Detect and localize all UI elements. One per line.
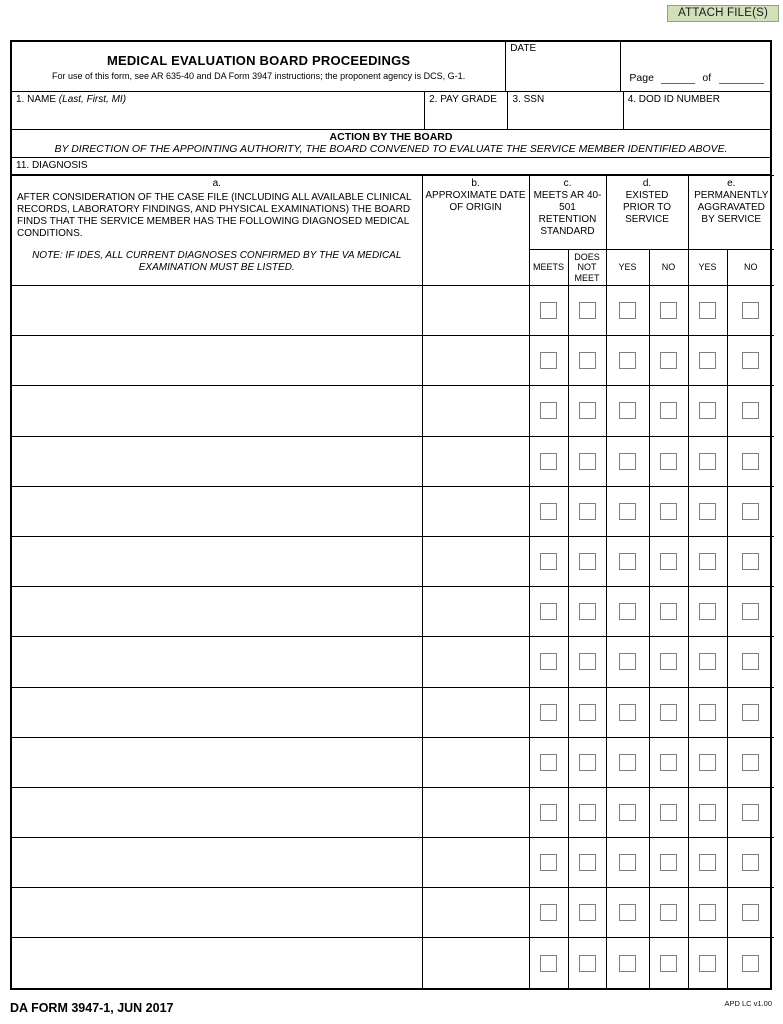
checkbox-aggravated-no[interactable] [742,553,759,570]
column-a-text: AFTER CONSIDERATION OF THE CASE FILE (INCLUDING ALL AVAILABLE CLINICAL RECORDS, LABORATORY FINDINGS, AND PHYSICAL EXAMINATIONS) THE BOARD FINDS THAT THE SERVICE MEMBER HAS THE FOLLOWING DIAGNOSED MEDICAL CONDITIONS. [17,192,412,239]
table-row [12,536,774,586]
table-row [12,838,774,888]
checkbox-epts-no[interactable] [660,904,677,921]
checkbox-epts-yes[interactable] [619,804,636,821]
checkbox-does-not-meet[interactable] [579,503,596,520]
diagnosis-table [12,175,774,988]
checkbox-epts-no[interactable] [660,704,677,721]
checkbox-does-not-meet[interactable] [579,955,596,972]
form-header-row [12,42,770,92]
column-e-letter: e. [727,178,736,189]
dod-id-label: 4. DOD ID NUMBER [627,94,720,105]
checkbox-epts-yes[interactable] [619,653,636,670]
checkbox-meets[interactable] [540,302,557,319]
table-row [12,386,774,436]
checkbox-meets[interactable] [540,904,557,921]
form-title: MEDICAL EVALUATION BOARD PROCEEDINGS [106,52,411,68]
table-row [12,938,774,988]
date-of-origin-cell[interactable] [422,286,529,336]
checkbox-epts-no[interactable] [660,955,677,972]
diagnosis-cell[interactable] [12,637,422,687]
table-row [12,587,774,637]
pay-grade-field[interactable] [425,92,508,129]
checkbox-does-not-meet[interactable] [579,704,596,721]
checkbox-epts-yes[interactable] [619,503,636,520]
diagnosis-table-body [12,286,774,989]
checkbox-aggravated-yes[interactable] [699,503,716,520]
diagnosis-section-label: 11. DIAGNOSIS [12,158,770,175]
checkbox-epts-no[interactable] [660,603,677,620]
checkbox-aggravated-yes[interactable] [699,904,716,921]
date-of-origin-cell[interactable] [422,336,529,386]
meb-form [10,40,772,990]
checkbox-epts-yes[interactable] [619,904,636,921]
checkbox-epts-no[interactable] [660,352,677,369]
checkbox-does-not-meet[interactable] [579,904,596,921]
checkbox-aggravated-no[interactable] [742,603,759,620]
checkbox-epts-yes[interactable] [619,603,636,620]
date-of-origin-cell[interactable] [422,486,529,536]
of-label: of [702,72,712,84]
date-of-origin-cell[interactable] [422,386,529,436]
checkbox-does-not-meet[interactable] [579,402,596,419]
checkbox-epts-yes[interactable] [619,754,636,771]
checkbox-aggravated-no[interactable] [742,453,759,470]
checkbox-epts-no[interactable] [660,854,677,871]
checkbox-aggravated-no[interactable] [742,503,759,520]
column-e-text: PERMANENTLY AGGRAVATED BY SERVICE [694,190,769,225]
checkbox-aggravated-yes[interactable] [699,804,716,821]
date-of-origin-cell[interactable] [422,938,529,988]
page-number-field[interactable] [661,73,695,84]
diagnosis-cell[interactable] [12,386,422,436]
checkbox-epts-yes[interactable] [619,402,636,419]
table-row [12,637,774,687]
checkbox-aggravated-yes[interactable] [699,603,716,620]
column-c-text: MEETS AR 40-501 RETENTION STANDARD [533,190,602,237]
epts-no-subheader: NO [649,250,688,286]
diagnosis-cell[interactable] [12,436,422,486]
checkbox-aggravated-no[interactable] [742,754,759,771]
checkbox-epts-no[interactable] [660,503,677,520]
checkbox-aggravated-no[interactable] [742,402,759,419]
column-c-letter: c. [563,178,572,189]
column-e-header [688,176,774,250]
checkbox-aggravated-no[interactable] [742,302,759,319]
date-of-origin-cell[interactable] [422,888,529,938]
dod-id-field[interactable] [624,92,770,129]
checkbox-aggravated-yes[interactable] [699,453,716,470]
diagnosis-cell[interactable] [12,687,422,737]
column-d-header [606,176,688,250]
diagnosis-cell[interactable] [12,536,422,586]
diagnosis-cell[interactable] [12,938,422,988]
column-d-letter: d. [642,178,652,189]
column-a-letter: a. [212,178,221,189]
date-of-origin-cell[interactable] [422,436,529,486]
form-subtitle: For use of this form, see AR 635-40 and DA Form 3947 instructions; the proponent agency is DCS, G-1. [51,70,466,81]
checkbox-epts-yes[interactable] [619,704,636,721]
checkbox-epts-no[interactable] [660,804,677,821]
checkbox-epts-yes[interactable] [619,453,636,470]
table-row [12,888,774,938]
table-row [12,286,774,336]
checkbox-does-not-meet[interactable] [579,603,596,620]
checkbox-does-not-meet[interactable] [579,453,596,470]
checkbox-aggravated-yes[interactable] [699,302,716,319]
column-b-text: APPROXIMATE DATE OF ORIGIN [425,190,526,213]
checkbox-aggravated-no[interactable] [742,955,759,972]
table-row [12,737,774,787]
checkbox-epts-yes[interactable] [619,352,636,369]
date-of-origin-cell[interactable] [422,536,529,586]
table-row [12,787,774,837]
column-b-header [422,176,529,286]
table-row [12,436,774,486]
form-number: DA FORM 3947-1, JUN 2017 [10,1001,174,1015]
checkbox-aggravated-no[interactable] [742,904,759,921]
identity-fields-row [12,92,770,130]
diagnosis-cell[interactable] [12,336,422,386]
checkbox-epts-no[interactable] [660,754,677,771]
checkbox-epts-no[interactable] [660,302,677,319]
date-field[interactable] [506,42,621,91]
checkbox-epts-yes[interactable] [619,955,636,972]
diagnosis-cell[interactable] [12,486,422,536]
date-of-origin-cell[interactable] [422,587,529,637]
column-a-header [12,176,422,286]
column-b-letter: b. [471,178,480,189]
diagnosis-cell[interactable] [12,838,422,888]
checkbox-meets[interactable] [540,704,557,721]
checkbox-meets[interactable] [540,603,557,620]
checkbox-aggravated-yes[interactable] [699,402,716,419]
table-row [12,687,774,737]
form-title-block [12,42,506,91]
column-a-note: NOTE: IF IDES, ALL CURRENT DIAGNOSES CONFIRMED BY THE VA MEDICAL EXAMINATION MUST BE LISTED. [32,250,402,273]
table-row [12,486,774,536]
checkbox-aggravated-no[interactable] [742,704,759,721]
checkbox-meets[interactable] [540,854,557,871]
checkbox-epts-no[interactable] [660,453,677,470]
checkbox-aggravated-yes[interactable] [699,704,716,721]
meets-subheader: MEETS [529,250,568,286]
checkbox-epts-yes[interactable] [619,553,636,570]
column-d-text: EXISTED PRIOR TO SERVICE [623,190,671,225]
checkbox-meets[interactable] [540,402,557,419]
pay-grade-label: 2. PAY GRADE [429,94,497,105]
checkbox-meets[interactable] [540,453,557,470]
checkbox-meets[interactable] [540,804,557,821]
checkbox-meets[interactable] [540,754,557,771]
checkbox-meets[interactable] [540,955,557,972]
checkbox-meets[interactable] [540,653,557,670]
checkbox-does-not-meet[interactable] [579,854,596,871]
form-footer [10,999,772,1015]
table-row [12,336,774,386]
checkbox-aggravated-no[interactable] [742,804,759,821]
diagnosis-cell[interactable] [12,737,422,787]
checkbox-aggravated-yes[interactable] [699,854,716,871]
checkbox-epts-yes[interactable] [619,854,636,871]
checkbox-aggravated-no[interactable] [742,653,759,670]
date-label: DATE [510,43,537,54]
table-header-main-row [12,176,774,250]
ssn-field[interactable] [508,92,623,129]
checkbox-does-not-meet[interactable] [579,352,596,369]
diagnosis-cell[interactable] [12,587,422,637]
date-of-origin-cell[interactable] [422,737,529,787]
ssn-label: 3. SSN [512,94,545,105]
checkbox-aggravated-yes[interactable] [699,352,716,369]
page-label: Page [629,72,654,84]
diagnosis-cell[interactable] [12,888,422,938]
date-of-origin-cell[interactable] [422,838,529,888]
checkbox-aggravated-yes[interactable] [699,754,716,771]
checkbox-meets[interactable] [540,553,557,570]
checkbox-does-not-meet[interactable] [579,653,596,670]
page-total-field[interactable] [719,73,764,84]
name-label: 1. NAME [16,94,59,105]
checkbox-meets[interactable] [540,503,557,520]
aggravated-yes-subheader: YES [688,250,727,286]
form-version: APD LC v1.00 [724,999,772,1008]
epts-yes-subheader: YES [606,250,649,286]
checkbox-aggravated-no[interactable] [742,854,759,871]
diagnosis-cell[interactable] [12,286,422,336]
checkbox-meets[interactable] [540,352,557,369]
checkbox-aggravated-yes[interactable] [699,553,716,570]
checkbox-epts-no[interactable] [660,553,677,570]
checkbox-aggravated-yes[interactable] [699,653,716,670]
date-of-origin-cell[interactable] [422,637,529,687]
name-label-hint: (Last, First, MI) [58,94,127,105]
action-title: ACTION BY THE BOARD [329,131,453,143]
diagnosis-cell[interactable] [12,787,422,837]
checkbox-aggravated-no[interactable] [742,352,759,369]
checkbox-does-not-meet[interactable] [579,302,596,319]
checkbox-aggravated-yes[interactable] [699,955,716,972]
action-by-board-section [12,130,770,158]
checkbox-does-not-meet[interactable] [579,804,596,821]
page-block [621,42,770,91]
column-c-header [529,176,606,250]
checkbox-does-not-meet[interactable] [579,553,596,570]
action-body: BY DIRECTION OF THE APPOINTING AUTHORITY, THE BOARD CONVENED TO EVALUATE THE SERVICE MEMBER IDENTIFIED ABOVE. [54,143,728,155]
attach-files-button[interactable]: ATTACH FILE(S) [667,5,779,22]
checkbox-epts-no[interactable] [660,653,677,670]
aggravated-no-subheader: NO [727,250,774,286]
date-of-origin-cell[interactable] [422,787,529,837]
checkbox-epts-no[interactable] [660,402,677,419]
does-not-meet-subheader: DOES NOT MEET [568,250,606,286]
date-of-origin-cell[interactable] [422,687,529,737]
name-field[interactable] [12,92,425,129]
checkbox-does-not-meet[interactable] [579,754,596,771]
checkbox-epts-yes[interactable] [619,302,636,319]
